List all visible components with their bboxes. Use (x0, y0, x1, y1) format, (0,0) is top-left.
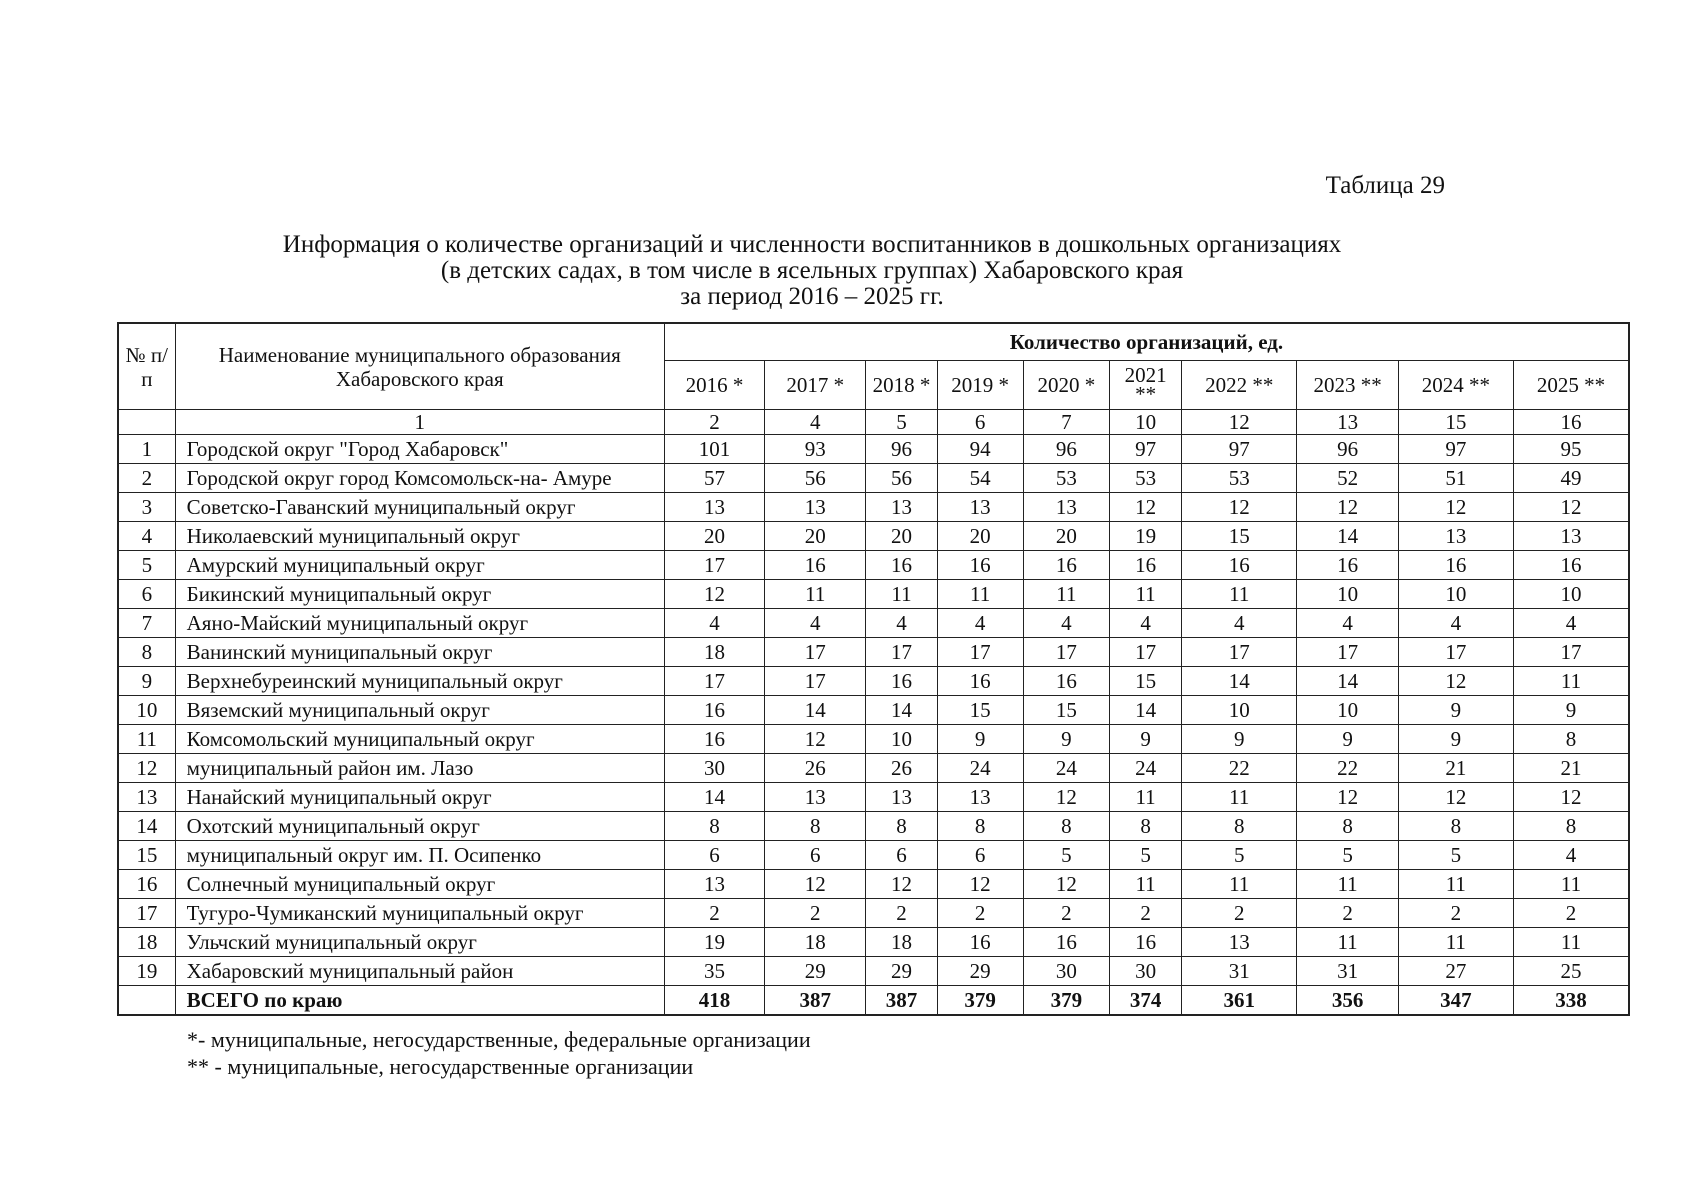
value-cell: 14 (1297, 667, 1398, 696)
row-number: 6 (118, 580, 175, 609)
total-empty-cell (118, 986, 175, 1016)
value-cell: 22 (1182, 754, 1297, 783)
value-cell: 4 (1398, 609, 1513, 638)
value-cell: 17 (1109, 638, 1181, 667)
value-cell: 17 (765, 667, 866, 696)
column-number: 4 (765, 410, 866, 435)
header-year: 2024 ** (1398, 361, 1513, 410)
value-cell: 27 (1398, 957, 1513, 986)
header-year: 2019 * (937, 361, 1023, 410)
row-number: 13 (118, 783, 175, 812)
value-cell: 57 (664, 464, 764, 493)
row-number: 17 (118, 899, 175, 928)
value-cell: 8 (1297, 812, 1398, 841)
value-cell: 10 (1297, 580, 1398, 609)
municipality-name: Аяно-Майский муниципальный округ (175, 609, 664, 638)
value-cell: 8 (866, 812, 937, 841)
table-row (118, 464, 1629, 493)
value-cell: 97 (1109, 435, 1181, 464)
value-cell: 52 (1297, 464, 1398, 493)
value-cell: 2 (1513, 899, 1629, 928)
value-cell: 14 (765, 696, 866, 725)
value-cell: 2 (1398, 899, 1513, 928)
value-cell: 17 (1182, 638, 1297, 667)
municipality-name: Ванинский муниципальный округ (175, 638, 664, 667)
municipality-name: Тугуро-Чумиканский муниципальный округ (175, 899, 664, 928)
municipality-name: Нанайский муниципальный округ (175, 783, 664, 812)
value-cell: 6 (765, 841, 866, 870)
value-cell: 12 (1513, 493, 1629, 522)
table-row (118, 696, 1629, 725)
value-cell: 2 (664, 899, 764, 928)
value-cell: 96 (866, 435, 937, 464)
value-cell: 16 (1109, 928, 1181, 957)
table-row (118, 667, 1629, 696)
value-cell: 16 (765, 551, 866, 580)
value-cell: 11 (1109, 870, 1181, 899)
value-cell: 8 (1023, 812, 1109, 841)
value-cell: 10 (1398, 580, 1513, 609)
value-cell: 8 (1513, 725, 1629, 754)
value-cell: 35 (664, 957, 764, 986)
value-cell: 16 (866, 551, 937, 580)
value-cell: 17 (765, 638, 866, 667)
value-cell: 5 (1297, 841, 1398, 870)
header-year: 2021 ** (1109, 361, 1181, 410)
value-cell: 14 (866, 696, 937, 725)
value-cell: 16 (1297, 551, 1398, 580)
row-number: 19 (118, 957, 175, 986)
value-cell: 15 (1109, 667, 1181, 696)
title-line-3: за период 2016 – 2025 гг. (680, 283, 944, 310)
value-cell: 16 (664, 725, 764, 754)
value-cell: 13 (866, 493, 937, 522)
footnote-double-star: ** - муниципальные, негосударственные организации (187, 1054, 694, 1079)
value-cell: 12 (1109, 493, 1181, 522)
value-cell: 12 (866, 870, 937, 899)
header-year: 2023 ** (1297, 361, 1398, 410)
table-row (118, 609, 1629, 638)
value-cell: 29 (765, 957, 866, 986)
value-cell: 13 (1398, 522, 1513, 551)
header-year: 2016 * (664, 361, 764, 410)
value-cell: 49 (1513, 464, 1629, 493)
table-row (118, 870, 1629, 899)
total-value-cell: 379 (1023, 986, 1109, 1016)
value-cell: 16 (1398, 551, 1513, 580)
header-year: 2018 * (866, 361, 937, 410)
table-row (118, 928, 1629, 957)
value-cell: 17 (1398, 638, 1513, 667)
value-cell: 9 (1398, 725, 1513, 754)
total-value-cell: 361 (1182, 986, 1297, 1016)
value-cell: 56 (765, 464, 866, 493)
value-cell: 10 (1513, 580, 1629, 609)
value-cell: 13 (937, 493, 1023, 522)
value-cell: 10 (1297, 696, 1398, 725)
value-cell: 31 (1182, 957, 1297, 986)
value-cell: 24 (1023, 754, 1109, 783)
value-cell: 24 (937, 754, 1023, 783)
municipality-name: Советско-Гаванский муниципальный округ (175, 493, 664, 522)
table-number: Таблица 29 (1325, 172, 1445, 199)
value-cell: 16 (664, 696, 764, 725)
value-cell: 2 (1182, 899, 1297, 928)
value-cell: 11 (1182, 870, 1297, 899)
value-cell: 9 (1297, 725, 1398, 754)
value-cell: 14 (1297, 522, 1398, 551)
value-cell: 12 (765, 870, 866, 899)
value-cell: 97 (1182, 435, 1297, 464)
value-cell: 16 (1023, 551, 1109, 580)
municipality-name: Комсомольский муниципальный округ (175, 725, 664, 754)
value-cell: 11 (765, 580, 866, 609)
value-cell: 13 (1513, 522, 1629, 551)
value-cell: 17 (866, 638, 937, 667)
value-cell: 31 (1297, 957, 1398, 986)
value-cell: 16 (937, 928, 1023, 957)
value-cell: 2 (1109, 899, 1181, 928)
footnotes (187, 1026, 811, 1080)
row-number: 14 (118, 812, 175, 841)
total-value-cell: 387 (765, 986, 866, 1016)
value-cell: 4 (765, 609, 866, 638)
value-cell: 13 (664, 870, 764, 899)
value-cell: 21 (1398, 754, 1513, 783)
value-cell: 10 (866, 725, 937, 754)
value-cell: 24 (1109, 754, 1181, 783)
value-cell: 11 (1297, 928, 1398, 957)
value-cell: 11 (1297, 870, 1398, 899)
table-row (118, 841, 1629, 870)
value-cell: 12 (1398, 783, 1513, 812)
value-cell: 16 (1109, 551, 1181, 580)
value-cell: 12 (1513, 783, 1629, 812)
column-numbers-row (118, 410, 1629, 435)
value-cell: 22 (1297, 754, 1398, 783)
value-cell: 20 (866, 522, 937, 551)
value-cell: 12 (1023, 870, 1109, 899)
value-cell: 4 (1182, 609, 1297, 638)
value-cell: 6 (664, 841, 764, 870)
value-cell: 16 (937, 551, 1023, 580)
value-cell: 8 (1398, 812, 1513, 841)
column-number: 2 (664, 410, 764, 435)
value-cell: 12 (1398, 667, 1513, 696)
value-cell: 26 (866, 754, 937, 783)
value-cell: 11 (1182, 580, 1297, 609)
header-num: № п/п (118, 323, 175, 410)
organizations-table (117, 322, 1630, 1016)
column-number: 6 (937, 410, 1023, 435)
municipality-name: Николаевский муниципальный округ (175, 522, 664, 551)
value-cell: 13 (937, 783, 1023, 812)
value-cell: 56 (866, 464, 937, 493)
value-cell: 8 (765, 812, 866, 841)
value-cell: 18 (866, 928, 937, 957)
table-row (118, 812, 1629, 841)
value-cell: 9 (1109, 725, 1181, 754)
table-row (118, 725, 1629, 754)
table-row (118, 580, 1629, 609)
value-cell: 16 (1513, 551, 1629, 580)
value-cell: 17 (664, 667, 764, 696)
value-cell: 4 (1297, 609, 1398, 638)
total-value-cell: 379 (937, 986, 1023, 1016)
header-row-group (118, 323, 1629, 361)
column-number: 15 (1398, 410, 1513, 435)
total-value-cell: 338 (1513, 986, 1629, 1016)
value-cell: 30 (1023, 957, 1109, 986)
value-cell: 12 (1182, 493, 1297, 522)
value-cell: 11 (1182, 783, 1297, 812)
row-number: 1 (118, 435, 175, 464)
value-cell: 11 (866, 580, 937, 609)
value-cell: 17 (1513, 638, 1629, 667)
footnote-single-star: *- муниципальные, негосударственные, федеральные организации (187, 1027, 811, 1052)
table-row (118, 899, 1629, 928)
municipality-name: Солнечный муниципальный округ (175, 870, 664, 899)
value-cell: 11 (1109, 783, 1181, 812)
column-number: 5 (866, 410, 937, 435)
value-cell: 2 (765, 899, 866, 928)
total-value-cell: 418 (664, 986, 764, 1016)
municipality-name: Городской округ город Комсомольск-на- Амуре (175, 464, 664, 493)
column-number: 10 (1109, 410, 1181, 435)
value-cell: 12 (937, 870, 1023, 899)
value-cell: 17 (1023, 638, 1109, 667)
value-cell: 14 (1182, 667, 1297, 696)
value-cell: 21 (1513, 754, 1629, 783)
value-cell: 11 (1109, 580, 1181, 609)
value-cell: 12 (1023, 783, 1109, 812)
table-body (118, 410, 1629, 1016)
row-number: 3 (118, 493, 175, 522)
value-cell: 5 (1023, 841, 1109, 870)
value-cell: 15 (1182, 522, 1297, 551)
value-cell: 4 (866, 609, 937, 638)
value-cell: 11 (1513, 870, 1629, 899)
table-row (118, 522, 1629, 551)
table-row (118, 783, 1629, 812)
value-cell: 97 (1398, 435, 1513, 464)
row-number: 9 (118, 667, 175, 696)
value-cell: 30 (1109, 957, 1181, 986)
municipality-name: муниципальный округ им. П. Осипенко (175, 841, 664, 870)
value-cell: 14 (1109, 696, 1181, 725)
value-cell: 13 (1023, 493, 1109, 522)
value-cell: 20 (765, 522, 866, 551)
value-cell: 4 (1023, 609, 1109, 638)
header-group: Количество организаций, ед. (664, 323, 1629, 361)
value-cell: 16 (937, 667, 1023, 696)
value-cell: 11 (1513, 667, 1629, 696)
value-cell: 12 (1297, 783, 1398, 812)
value-cell: 4 (937, 609, 1023, 638)
value-cell: 15 (937, 696, 1023, 725)
value-cell: 8 (937, 812, 1023, 841)
value-cell: 53 (1023, 464, 1109, 493)
value-cell: 5 (1109, 841, 1181, 870)
value-cell: 12 (1297, 493, 1398, 522)
header-year: 2022 ** (1182, 361, 1297, 410)
value-cell: 6 (937, 841, 1023, 870)
value-cell: 17 (937, 638, 1023, 667)
value-cell: 5 (1398, 841, 1513, 870)
column-number: 7 (1023, 410, 1109, 435)
value-cell: 19 (1109, 522, 1181, 551)
value-cell: 11 (1398, 870, 1513, 899)
title-line-1: Информация о количестве организаций и численности воспитанников в дошкольных организациях (282, 231, 1342, 258)
value-cell: 17 (1297, 638, 1398, 667)
header-name: Наименование муниципального образования Хабаровского края (175, 323, 664, 410)
value-cell: 16 (866, 667, 937, 696)
value-cell: 29 (937, 957, 1023, 986)
value-cell: 17 (664, 551, 764, 580)
value-cell: 9 (937, 725, 1023, 754)
row-number: 7 (118, 609, 175, 638)
table-row (118, 551, 1629, 580)
value-cell: 18 (765, 928, 866, 957)
table-row (118, 638, 1629, 667)
value-cell: 25 (1513, 957, 1629, 986)
total-value-cell: 374 (1109, 986, 1181, 1016)
value-cell: 8 (1182, 812, 1297, 841)
table-title (117, 232, 1507, 310)
table-row (118, 493, 1629, 522)
value-cell: 9 (1023, 725, 1109, 754)
row-number: 11 (118, 725, 175, 754)
table-row (118, 754, 1629, 783)
column-number: 16 (1513, 410, 1629, 435)
value-cell: 51 (1398, 464, 1513, 493)
value-cell: 30 (664, 754, 764, 783)
municipality-name: муниципальный район им. Лазо (175, 754, 664, 783)
row-number: 18 (118, 928, 175, 957)
value-cell: 9 (1182, 725, 1297, 754)
column-number (118, 410, 175, 435)
value-cell: 20 (937, 522, 1023, 551)
value-cell: 11 (1513, 928, 1629, 957)
value-cell: 96 (1023, 435, 1109, 464)
value-cell: 19 (664, 928, 764, 957)
municipality-name: Ульчский муниципальный округ (175, 928, 664, 957)
row-number: 15 (118, 841, 175, 870)
row-number: 16 (118, 870, 175, 899)
value-cell: 4 (1109, 609, 1181, 638)
total-value-cell: 347 (1398, 986, 1513, 1016)
municipality-name: Бикинский муниципальный округ (175, 580, 664, 609)
row-number: 10 (118, 696, 175, 725)
row-number: 12 (118, 754, 175, 783)
value-cell: 14 (664, 783, 764, 812)
value-cell: 95 (1513, 435, 1629, 464)
row-number: 8 (118, 638, 175, 667)
value-cell: 13 (765, 783, 866, 812)
value-cell: 15 (1023, 696, 1109, 725)
value-cell: 101 (664, 435, 764, 464)
value-cell: 13 (664, 493, 764, 522)
header-year: 2017 * (765, 361, 866, 410)
value-cell: 20 (1023, 522, 1109, 551)
row-number: 4 (118, 522, 175, 551)
value-cell: 8 (1109, 812, 1181, 841)
value-cell: 93 (765, 435, 866, 464)
column-number: 12 (1182, 410, 1297, 435)
value-cell: 26 (765, 754, 866, 783)
value-cell: 13 (765, 493, 866, 522)
value-cell: 10 (1182, 696, 1297, 725)
value-cell: 12 (1398, 493, 1513, 522)
value-cell: 8 (664, 812, 764, 841)
value-cell: 11 (937, 580, 1023, 609)
value-cell: 2 (1023, 899, 1109, 928)
value-cell: 12 (664, 580, 764, 609)
header-year: 2020 * (1023, 361, 1109, 410)
row-number: 2 (118, 464, 175, 493)
value-cell: 5 (1182, 841, 1297, 870)
table-row (118, 435, 1629, 464)
value-cell: 53 (1182, 464, 1297, 493)
value-cell: 4 (1513, 841, 1629, 870)
value-cell: 54 (937, 464, 1023, 493)
table-row (118, 957, 1629, 986)
municipality-name: Охотский муниципальный округ (175, 812, 664, 841)
municipality-name: Верхнебуреинский муниципальный округ (175, 667, 664, 696)
value-cell: 13 (1182, 928, 1297, 957)
column-number: 13 (1297, 410, 1398, 435)
header-year: 2025 ** (1513, 361, 1629, 410)
value-cell: 16 (1023, 667, 1109, 696)
value-cell: 2 (866, 899, 937, 928)
value-cell: 13 (866, 783, 937, 812)
municipality-name: Хабаровский муниципальный район (175, 957, 664, 986)
value-cell: 8 (1513, 812, 1629, 841)
value-cell: 20 (664, 522, 764, 551)
column-number: 1 (175, 410, 664, 435)
value-cell: 96 (1297, 435, 1398, 464)
value-cell: 6 (866, 841, 937, 870)
value-cell: 12 (765, 725, 866, 754)
value-cell: 2 (937, 899, 1023, 928)
value-cell: 16 (1023, 928, 1109, 957)
value-cell: 11 (1023, 580, 1109, 609)
total-label: ВСЕГО по краю (175, 986, 664, 1016)
title-line-2: (в детских садах, в том числе в ясельных группах) Хабаровского края (440, 257, 1184, 284)
value-cell: 9 (1513, 696, 1629, 725)
total-row (118, 986, 1629, 1016)
municipality-name: Вяземский муниципальный округ (175, 696, 664, 725)
municipality-name: Амурский муниципальный округ (175, 551, 664, 580)
total-value-cell: 356 (1297, 986, 1398, 1016)
total-value-cell: 387 (866, 986, 937, 1016)
municipality-name: Городской округ "Город Хабаровск" (175, 435, 664, 464)
value-cell: 4 (664, 609, 764, 638)
value-cell: 29 (866, 957, 937, 986)
value-cell: 94 (937, 435, 1023, 464)
value-cell: 2 (1297, 899, 1398, 928)
value-cell: 11 (1398, 928, 1513, 957)
value-cell: 4 (1513, 609, 1629, 638)
row-number: 5 (118, 551, 175, 580)
value-cell: 9 (1398, 696, 1513, 725)
value-cell: 16 (1182, 551, 1297, 580)
value-cell: 53 (1109, 464, 1181, 493)
value-cell: 18 (664, 638, 764, 667)
